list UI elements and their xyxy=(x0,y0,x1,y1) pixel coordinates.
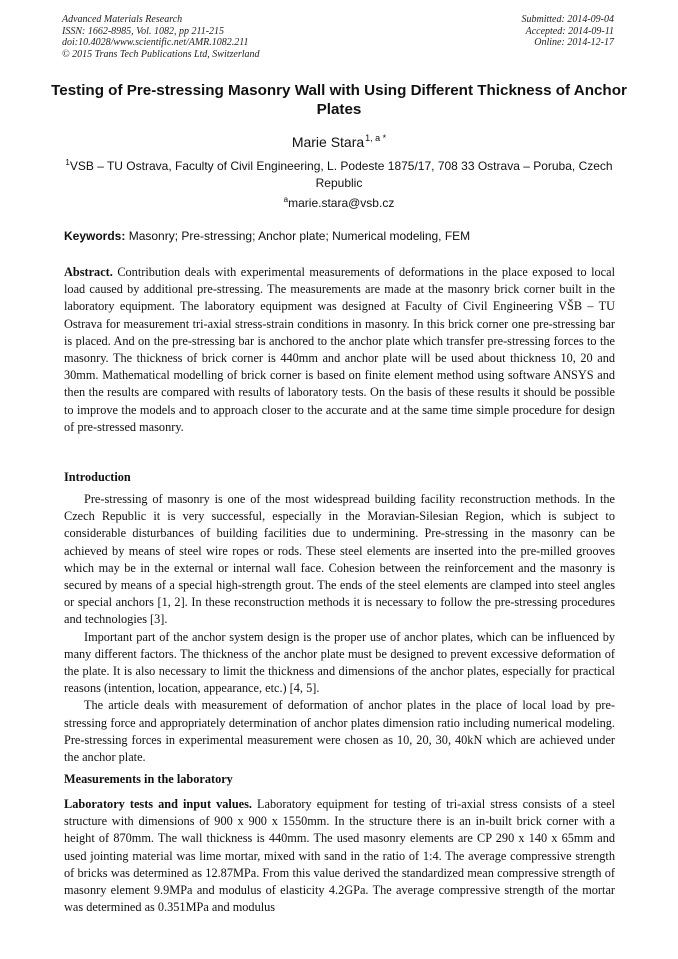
author-line xyxy=(0,129,678,151)
intro-paragraph: Important part of the anchor system design is the proper use of anchor plates, which can be influenced by many different factors. The thickness of the anchor plate must be designed to prevent excessive deformation of the plate. It is also necessary to limit the thickness and dimensions of the anchor plates, especially for practical reasons (intention, location, appearance, etc.) [4, 5]. xyxy=(64,629,615,696)
accepted-date: Accepted: 2014-09-11 xyxy=(525,25,614,37)
author-email[interactable]: marie.stara@vsb.cz xyxy=(288,196,395,210)
measurements-heading: Measurements in the laboratory xyxy=(64,772,233,786)
journal-name: Advanced Materials Research xyxy=(62,14,183,25)
abstract-label: Abstract. xyxy=(64,265,113,279)
keywords xyxy=(64,228,616,244)
introduction-heading: Introduction xyxy=(64,470,131,484)
intro-paragraph: Pre-stressing of masonry is one of the most widespread building facility reconstruction methods. In the Czech Republic it is very successful, especially in the Moravian-Silesian Region, which is subject to considerable disturbances of building facilities due to undermining. Pre-stressing in the masonry can be achieved by means of steel wire ropes or rods. These steel elements are inserted into the pre-milled grooves which may be in the external or internal wall face. Cohesion between the reinforcement and the masonry is secured by means of a special high-strength grout. The ends of the steel elements are clamped into steel angles or special anchors [1, 2]. In these reconstruction methods it is necessary to follow the pre-stressing procedures and technologies [3]. xyxy=(64,492,615,627)
author-superscript: 1, a * xyxy=(365,133,387,143)
measurements-paragraph xyxy=(64,796,615,916)
journal-issn: ISSN: 1662-8985, Vol. 1082, pp 211-215 xyxy=(62,25,225,37)
submitted-date: Submitted: 2014-09-04 xyxy=(521,14,614,25)
online-date: Online: 2014-12-17 xyxy=(534,37,614,48)
measurements-subheading: Laboratory tests and input values. xyxy=(64,797,252,811)
email-line xyxy=(0,192,678,211)
keywords-label: Keywords: xyxy=(64,229,126,243)
journal-header xyxy=(62,14,260,60)
abstract-text: Contribution deals with experimental measurements of deformations in the place exposed to local load caused by additional pre-stressing. The measurements are made at the masonry brick corner built in the laboratory equipment. The laboratory equipment was designed at Faculty of Civil Engineering VŠB – TU Ostrava for measurement tri-axial stress-strain conditions in masonry. In this brick corner one pre-stressing bar is placed. And on the pre-stressing bar is anchored to the anchor plate which transfer pre-stressing forces to the masonry. The thickness of brick corner is 440mm and anchor plate will be used about thickness 10, 20 and 30mm. Mathematical modelling of brick corner is based on finite element method using software ANSYS and then the results are compared with results of laboratory tests. On the basis of these results it should be possible to improve the models and to approach closer to the accurate and at the same time simple procedure for design of pre-stressed masonry. xyxy=(64,265,615,434)
intro-paragraph: The article deals with measurement of deformation of anchor plates in the place of local load by pre-stressing force and appropriately determination of anchor plates dimension ratio including numerical modeling. Pre-stressing forces in experimental measurement were chosen as 10, 20, 30, 40kN which are achieved under the anchor plate. xyxy=(64,698,615,765)
journal-doi: doi:10.4028/www.scientific.net/AMR.1082.211 xyxy=(62,37,249,48)
email-superscript: a xyxy=(283,195,289,204)
author-name: Marie Stara xyxy=(291,134,365,150)
abstract xyxy=(64,264,615,436)
paper-title: Testing of Pre-stressing Masonry Wall with Using Different Thickness of Anchor Plates xyxy=(51,82,627,118)
keywords-text: Masonry; Pre-stressing; Anchor plate; Numerical modeling, FEM xyxy=(128,229,471,243)
measurements-body xyxy=(64,796,615,916)
introduction-body xyxy=(64,491,615,766)
affiliation xyxy=(60,155,618,191)
affiliation-superscript: 1 xyxy=(65,158,70,167)
journal-copyright: © 2015 Trans Tech Publications Ltd, Switzerland xyxy=(62,48,260,60)
dates-header xyxy=(522,14,615,49)
affiliation-text: VSB – TU Ostrava, Faculty of Civil Engineering, L. Podeste 1875/17, 708 33 Ostrava – Poruba, Czech Republic xyxy=(69,159,613,190)
measurements-text: Laboratory equipment for testing of tri-axial stress consists of a steel structure with dimensions of 900 x 900 x 1550mm. In the structure there is an in-built brick corner with a height of 870mm. The wall thickness is 440mm. The used masonry elements are CP 290 x 140 x 65mm and used jointing material was lime mortar, mixed with sand in the ratio of 1:4. The average compressive strength of bricks was determined as 12.87MPa. From this value derived the standardized mean compressive strength of masonry element 9.9MPa and modulus of elasticity 4.2GPa. The average compressive strength of the mortar was determined as 0.351MPa and modulus xyxy=(64,797,615,915)
